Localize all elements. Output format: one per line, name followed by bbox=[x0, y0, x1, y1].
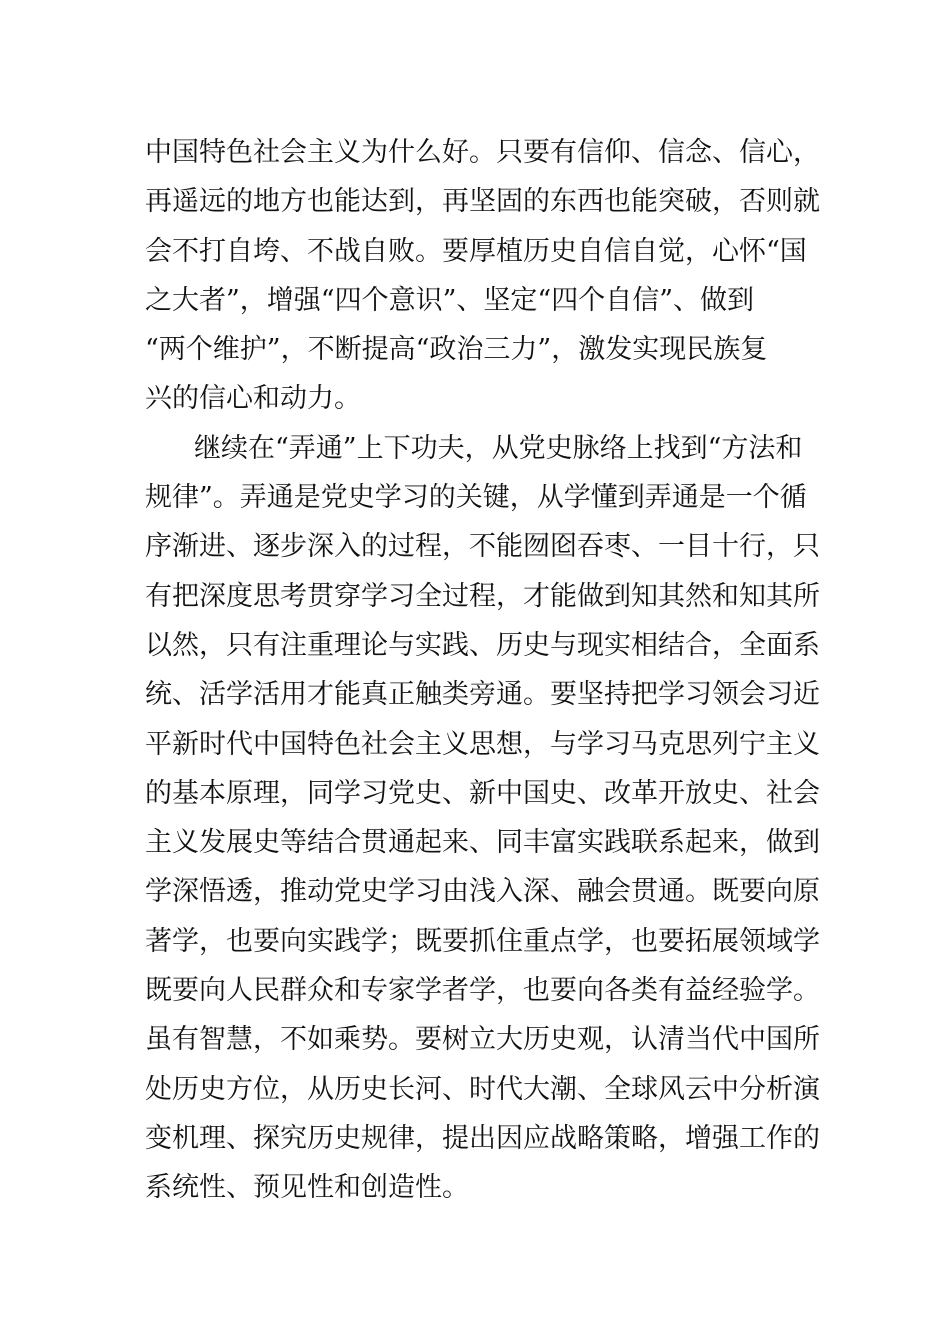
paragraph-line: 有把深度思考贯穿学习全过程，才能做到知其然和知其所 bbox=[145, 580, 820, 612]
paragraph-line: 学深悟透，推动党史学习由浅入深、融会贯通。既要向原 bbox=[145, 876, 820, 908]
paragraph-line: 规律”。弄通是党史学习的关键，从学懂到弄通是一个循 bbox=[145, 482, 807, 514]
paragraph-line: 继续在“弄通”上下功夫，从党史脉络上找到“方法和 bbox=[194, 432, 803, 464]
paragraph-line: 再遥远的地方也能达到，再坚固的东西也能突破，否则就 bbox=[145, 186, 820, 218]
paragraph-line: 的基本原理，同学习党史、新中国史、改革开放史、社会 bbox=[145, 777, 820, 809]
paragraph-line: 以然，只有注重理论与实践、历史与现实相结合，全面系 bbox=[145, 629, 820, 661]
paragraph-line: 统、活学活用才能真正触类旁通。要坚持把学习领会习近 bbox=[145, 679, 820, 711]
paragraph-line: 系统性、预见性和创造性。 bbox=[145, 1172, 469, 1204]
paragraph-line: 兴的信心和动力。 bbox=[145, 383, 361, 415]
paragraph-line: 处历史方位，从历史长河、时代大潮、全球风云中分析演 bbox=[145, 1073, 820, 1105]
paragraph-line: 主义发展史等结合贯通起来、同丰富实践联系起来，做到 bbox=[145, 827, 820, 859]
paragraph-line: 虽有智慧，不如乘势。要树立大历史观，认清当代中国所 bbox=[145, 1024, 820, 1056]
paragraph-line: 会不打自垮、不战自败。要厚植历史自信自觉，心怀“国 bbox=[145, 235, 807, 267]
paragraph-line: 既要向人民群众和专家学者学，也要向各类有益经验学。 bbox=[145, 975, 820, 1007]
paragraph-line: 著学，也要向实践学；既要抓住重点学，也要拓展领域学 bbox=[145, 925, 820, 957]
document-body bbox=[145, 128, 825, 1213]
paragraph-line: 序渐进、逐步深入的过程，不能囫囵吞枣、一目十行，只 bbox=[145, 531, 820, 563]
paragraph-line: 平新时代中国特色社会主义思想，与学习马克思列宁主义 bbox=[145, 728, 820, 760]
paragraph-line: “两个维护”，不断提高“政治三力”，激发实现民族复 bbox=[145, 334, 768, 366]
paragraph-line: 中国特色社会主义为什么好。只要有信仰、信念、信心， bbox=[145, 137, 820, 168]
paragraph-2 bbox=[145, 424, 825, 1213]
paragraph-line: 变机理、探究历史规律，提出因应战略策略，增强工作的 bbox=[145, 1122, 820, 1154]
paragraph-line: 之大者”，增强“四个意识”、坚定“四个自信”、做到 bbox=[145, 284, 755, 316]
paragraph-1 bbox=[145, 128, 825, 424]
